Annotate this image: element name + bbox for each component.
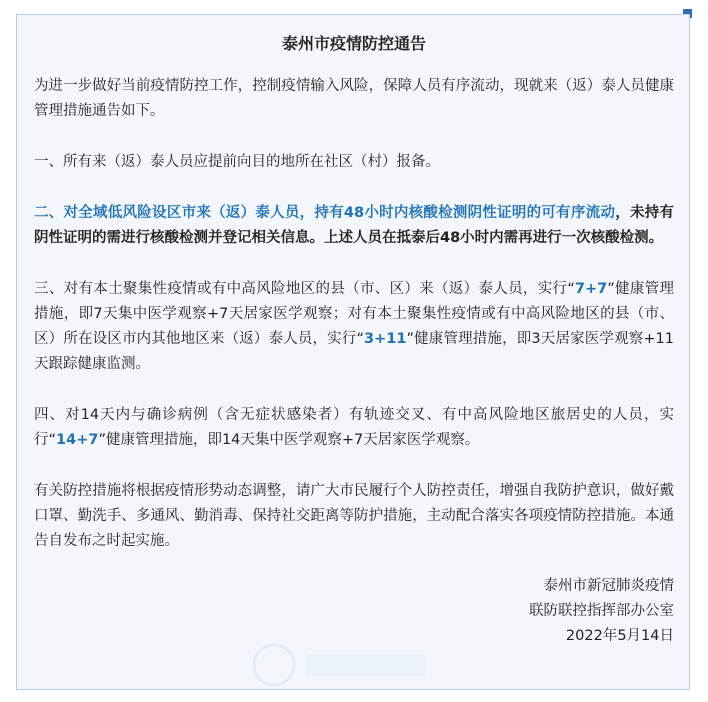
item-4-text-a: 四、对14天内与确诊病例（含无症状感染者）有轨迹交叉、有中高风险地区旅居史的人员，实行“ — [34, 407, 674, 448]
signature-date: 2022年5月14日 — [565, 628, 674, 644]
item-3-text-c: ”健康管理措施，即3天居家医学观察+11天跟踪健康监测。 — [34, 331, 674, 372]
item-3-paragraph — [34, 277, 674, 377]
item-1-paragraph — [34, 150, 674, 175]
item-4-text-b: ”健康管理措施，即14天集中医学观察+7天居家医学观察。 — [98, 432, 480, 448]
item-3-highlight-a: 7+7 — [574, 281, 608, 297]
item-3-text-b: ”健康管理措施，即7天集中医学观察+7天居家医学观察；对有本土聚集性疫情或有中高风险地区的县（市、区）所在设区市内其他地区来（返）泰人员，实行“ — [34, 281, 674, 347]
notice-card — [16, 14, 690, 690]
item-2-number: 二、 — [34, 205, 64, 221]
item-2-rest: ，未持有阴性证明的需进行核酸检测并登记相关信息。上述人员在抵泰后48小时内需再进行一次核酸检测。 — [34, 205, 674, 246]
intro-text: 为进一步做好当前疫情防控工作，控制疫情输入风险，保障人员有序流动，现就来（返）泰人员健康管理措施通告如下。 — [34, 78, 674, 119]
notice-title: 泰州市疫情防控通告 — [281, 34, 426, 53]
item-3-highlight-b: 3+11 — [364, 331, 407, 347]
notice-content — [34, 25, 674, 649]
signature-block — [34, 574, 674, 649]
item-4-highlight: 14+7 — [56, 432, 99, 448]
item-2-highlight: 对全域低风险设区市来（返）泰人员，持有48小时内核酸检测阴性证明的可有序流动 — [63, 205, 616, 221]
item-4-paragraph — [34, 403, 674, 453]
signature-org-line-2: 联防联控指挥部办公室 — [529, 603, 674, 619]
signature-org-line-1: 泰州市新冠肺炎疫情 — [543, 578, 674, 594]
closing-paragraph — [34, 479, 674, 554]
item-1-text: 一、所有来（返）泰人员应提前向目的地所在社区（村）报备。 — [34, 154, 440, 170]
closing-text: 有关防控措施将根据疫情形势动态调整，请广大市民履行个人防控责任，增强自我防护意识，做好戴口罩、勤洗手、多通风、勤消毒、保持社交距离等防护措施，主动配合落实各项疫情防控措施。本通告自发布之时起实施。 — [34, 483, 674, 549]
item-2-paragraph — [34, 201, 674, 251]
intro-paragraph — [34, 74, 674, 124]
item-3-text-a: 三、对有本土聚集性疫情或有中高风险地区的县（市、区）来（返）泰人员，实行“ — [34, 281, 575, 297]
watermark-logo-icon — [250, 640, 440, 690]
